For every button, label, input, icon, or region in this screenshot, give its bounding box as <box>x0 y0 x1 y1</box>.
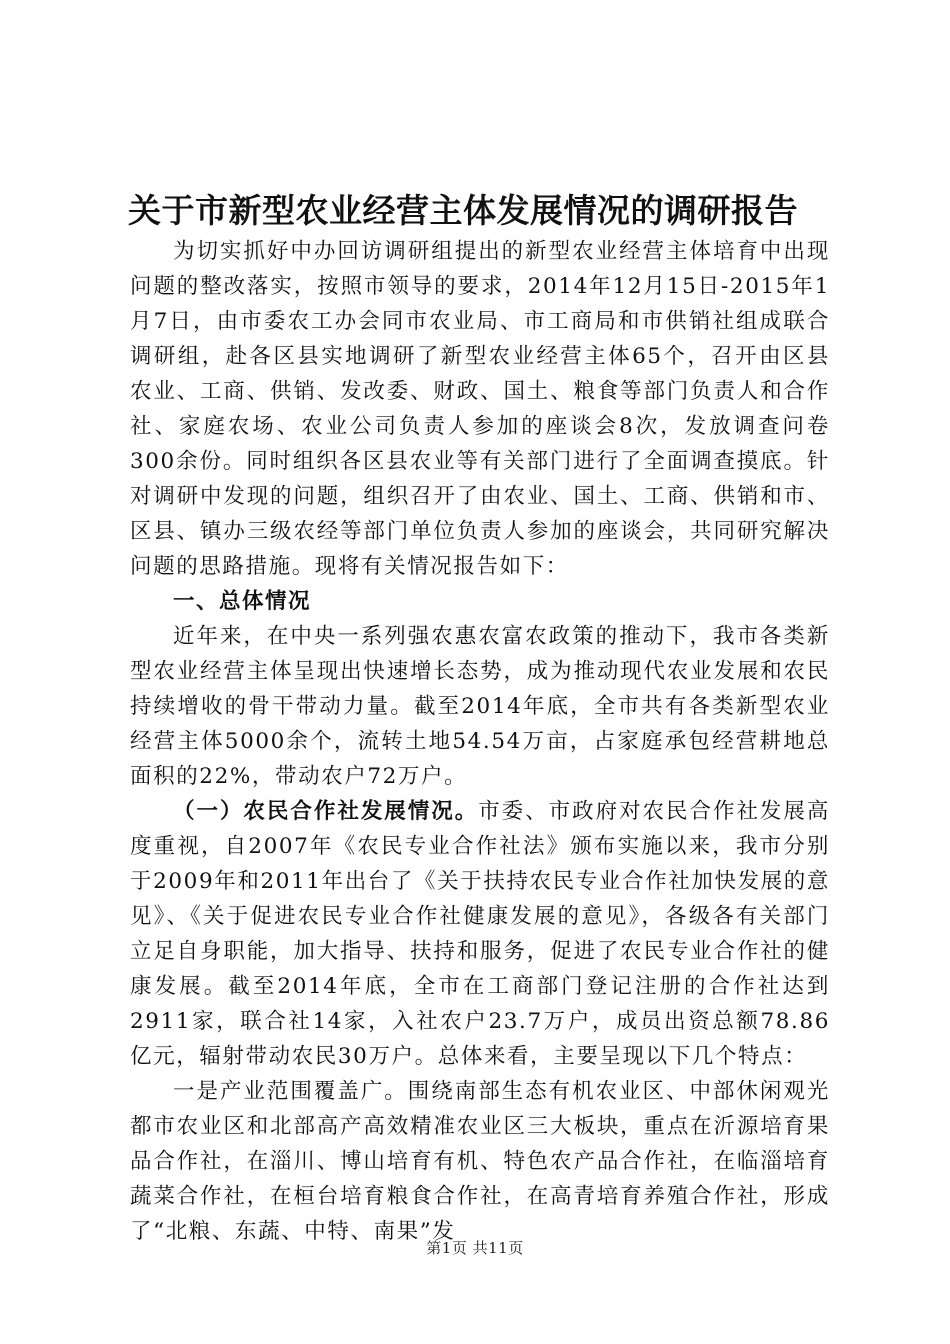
document-body <box>130 234 830 1249</box>
document-title: 关于市新型农业经营主体发展情况的调研报告 <box>128 191 798 230</box>
cooperatives-paragraph <box>130 794 830 1074</box>
cooperatives-text: 市委、市政府对农民合作社发展高度重视，自2007年《农民专业合作社法》颁布实施以来，我市分别于2009年和2011年出台了《关于扶持农民专业合作社加快发展的意见》、《关于促进农民专业合作社健康发展的意见》，各级各有关部门立足自身职能，加大指导、扶持和服务，促进了农民专业合作社的健康发展。截至2014年底，全市在工商部门登记注册的合作社达到2911家，联合社14家，入社农户23.7万户，成员出资总额78.86亿元，辐射带动农民30万户。总体来看，主要呈现以下几个特点： <box>130 799 830 1069</box>
section-heading-overview: 一、总体情况 <box>173 589 312 614</box>
cooperatives-subheading: （一）农民合作社发展情况。 <box>173 799 479 824</box>
overview-paragraph: 近年来，在中央一系列强农惠农富农政策的推动下，我市各类新型农业经营主体呈现出快速增长态势，成为推动现代农业发展和农民持续增收的骨干带动力量。截至2014年底，全市共有各类新型农业经营主体5000余个，流转土地54.54万亩，占家庭承包经营耕地总面积的22%，带动农户72万户。 <box>130 624 830 789</box>
intro-paragraph: 为切实抓好中办回访调研组提出的新型农业经营主体培育中出现问题的整改落实，按照市领导的要求，2014年12月15日-2015年1月7日，由市委农工办会同市农业局、市工商局和市供销社组成联合调研组，赴各区县实地调研了新型农业经营主体65个，召开由区县农业、工商、供销、发改委、财政、国土、粮食等部门负责人和合作社、家庭农场、农业公司负责人参加的座谈会8次，发放调查问卷300余份。同时组织各区县农业等有关部门进行了全面调查摸底。针对调研中发现的问题，组织召开了由农业、国土、工商、供销和市、区县、镇办三级农经等部门单位负责人参加的座谈会，共同研究解决问题的思路措施。现将有关情况报告如下： <box>130 239 830 579</box>
page-indicator: 第1页 共11页 <box>426 1239 524 1257</box>
feature-one-paragraph: 一是产业范围覆盖广。围绕南部生态有机农业区、中部休闲观光都市农业区和北部高产高效精准农业区三大板块，重点在沂源培育果品合作社，在淄川、博山培育有机、特色农产品合作社，在临淄培育蔬菜合作社，在桓台培育粮食合作社，在高青培育养殖合作社，形成了“北粮、东蔬、中特、南果”发 <box>130 1079 830 1244</box>
page-footer <box>0 1238 950 1258</box>
